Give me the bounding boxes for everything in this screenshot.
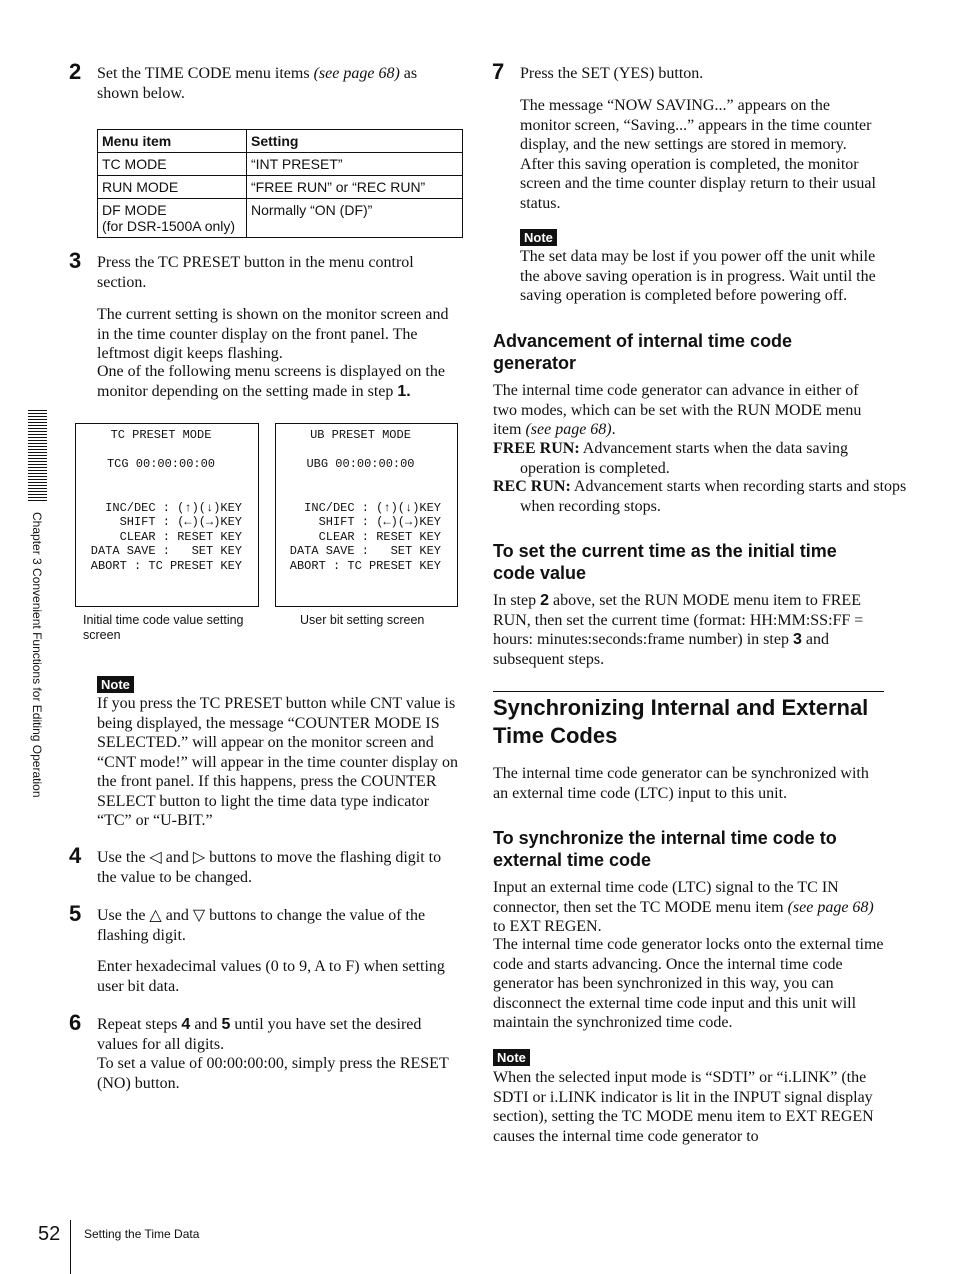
table-cell: RUN MODE: [98, 176, 247, 199]
step-5-detail: Enter hexadecimal values (0 to 9, A to F) when setting user bit data.: [97, 958, 445, 995]
chapter-tab-label: Chapter 3 Convenient Functions for Editing Operation: [30, 512, 44, 798]
screen-line: SHIFT : (←)(→)KEY: [318, 515, 441, 529]
sync-intro-text: The internal time code generator can be synchronized with an external time code (LTC) input to this unit.: [493, 765, 869, 802]
step-3-text: Press the TC PRESET button in the menu control section.: [97, 254, 414, 291]
step-2-text: Set the TIME CODE menu items (see page 68) as shown below.: [97, 65, 418, 102]
step-5-text: Use the △ and ▽ buttons to change the value of the flashing digit.: [97, 907, 426, 944]
step-6-number: 6: [69, 1010, 82, 1035]
advancement-text: The internal time code generator can advance in either of two modes, which can be set with the RUN MODE menu item (see page 68).: [493, 382, 862, 438]
screen-line: [76, 443, 258, 458]
footer-divider: [70, 1220, 71, 1274]
table-header: Menu item: [98, 130, 247, 153]
screen-line: INC/DEC : (↑)(↓)KEY: [105, 500, 242, 515]
menu-settings-table: [97, 129, 463, 238]
note-badge: Note: [520, 229, 557, 246]
step-6-text: Repeat steps 4 and 5 until you have set the desired values for all digits.: [97, 1016, 422, 1053]
ub-preset-screen: [275, 423, 458, 607]
page-number: 52: [38, 1223, 61, 1245]
section-divider: [493, 691, 884, 692]
screen-line: [276, 472, 457, 487]
screen-line: ABORT : TC PRESET KEY: [90, 558, 242, 573]
table-cell: “INT PRESET”: [247, 153, 463, 176]
section-heading: Synchronizing Internal and External Time Codes: [493, 695, 869, 748]
screen-line: [276, 443, 457, 458]
note-badge: Note: [97, 676, 134, 693]
step-5-number: 5: [69, 901, 82, 926]
step-7-detail: The message “NOW SAVING...” appears on the monitor screen, “Saving...” appears in the time counter display, and the new settings are stored in memory. After this saving operation is completed, the monitor screen and the time counter display return to their usual status.: [520, 97, 876, 212]
synchronize-detail: The internal time code generator locks onto the external time code and starts advancing. Once the internal time code generator has been synchronized in this way, you can disconnect the external time code input and this unit will maintain the synchronized time code.: [493, 936, 884, 1031]
step-7-text: Press the SET (YES) button.: [520, 65, 704, 82]
screen-line: [276, 486, 457, 501]
ub-screen-caption: User bit setting screen: [300, 613, 425, 627]
note-text: When the selected input mode is “SDTI” or “i.LINK” (the SDTI or i.LINK indicator is lit in the INPUT signal display section), setting the TC MODE menu item to EXT REGEN causes the internal time code generator to: [493, 1069, 874, 1145]
step-3-detail: The current setting is shown on the monitor screen and in the time counter display on the front panel. The leftmost digit keeps flashing.: [97, 306, 449, 362]
table-row: [98, 153, 463, 176]
step-4-text: Use the ◁ and ▷ buttons to move the flashing digit to the value to be changed.: [97, 849, 442, 886]
screen-line: CLEAR : RESET KEY: [318, 529, 441, 544]
table-header-row: [98, 130, 463, 153]
table-cell: DF MODE (for DSR-1500A only): [98, 199, 247, 238]
subheading-synchronize: To synchronize the internal time code to external time code: [493, 828, 837, 870]
tc-screen-caption: Initial time code value setting screen: [83, 613, 244, 642]
step-4-number: 4: [69, 843, 82, 868]
table-row: [98, 199, 463, 238]
tc-preset-screen-lines: [76, 428, 258, 573]
subheading-initial-time: To set the current time as the initial time code value: [493, 541, 837, 583]
tc-preset-screen: [75, 423, 259, 607]
subheading-advancement: Advancement of internal time code generator: [493, 331, 793, 373]
table-cell: “FREE RUN” or “REC RUN”: [247, 176, 463, 199]
screen-line: TC PRESET MODE: [110, 428, 212, 442]
table-row: [98, 176, 463, 199]
note-badge: Note: [493, 1049, 530, 1066]
screen-line: TCG 00:00:00:00: [106, 457, 216, 471]
free-run-definition: FREE RUN: Advancement starts when the data saving operation is completed.: [493, 440, 849, 477]
footer-section-title: Setting the Time Data: [84, 1227, 200, 1241]
screen-line: UB PRESET MODE: [310, 428, 411, 442]
screen-line: SHIFT : (←)(→)KEY: [119, 515, 242, 529]
step-7-number: 7: [492, 59, 505, 84]
note-text: If you press the TC PRESET button while CNT value is being displayed, the message “COUNTER MODE IS SELECTED.” will appear on the monitor screen and “CNT mode!” will appear in the time counter display on the front panel. If this happens, press the COUNTER SELECT button to light the time data type indicator “TC” or “U-BIT.”: [97, 695, 458, 829]
screen-line: [76, 486, 258, 501]
screen-line: DATA SAVE : SET KEY: [90, 544, 242, 558]
screen-line: INC/DEC : (↑)(↓)KEY: [304, 500, 441, 515]
synchronize-text: Input an external time code (LTC) signal to the TC IN connector, then set the TC MODE menu item (see page 68) to EXT REGEN.: [493, 879, 874, 935]
table-header: Setting: [247, 130, 463, 153]
table-cell: Normally “ON (DF)”: [247, 199, 463, 238]
step-3-detail-2: One of the following menu screens is displayed on the monitor depending on the setting made in step 1.: [97, 363, 445, 400]
screen-line: [76, 472, 258, 487]
screen-line: UBG 00:00:00:00: [306, 457, 415, 471]
chapter-tab-marker: [28, 410, 47, 502]
screen-line: CLEAR : RESET KEY: [119, 529, 242, 544]
step-2-number: 2: [69, 59, 82, 84]
screen-line: ABORT : TC PRESET KEY: [289, 558, 441, 573]
step-3-number: 3: [69, 248, 82, 273]
step-6-detail: To set a value of 00:00:00:00, simply press the RESET (NO) button.: [97, 1055, 449, 1092]
screen-line: DATA SAVE : SET KEY: [289, 544, 441, 558]
initial-time-text: In step 2 above, set the RUN MODE menu item to FREE RUN, then set the current time (format: HH:MM:SS:FF = hours: minutes:seconds:frame number) in step 3 and subsequent steps.: [493, 592, 864, 668]
table-cell: TC MODE: [98, 153, 247, 176]
note-text: The set data may be lost if you power off the unit while the above saving operation is in progress. Wait until the saving operation is completed before powering off.: [520, 248, 876, 304]
ub-preset-screen-lines: [276, 428, 457, 573]
rec-run-definition: REC RUN: Advancement starts when recording starts and stops when recording stops.: [493, 478, 907, 515]
